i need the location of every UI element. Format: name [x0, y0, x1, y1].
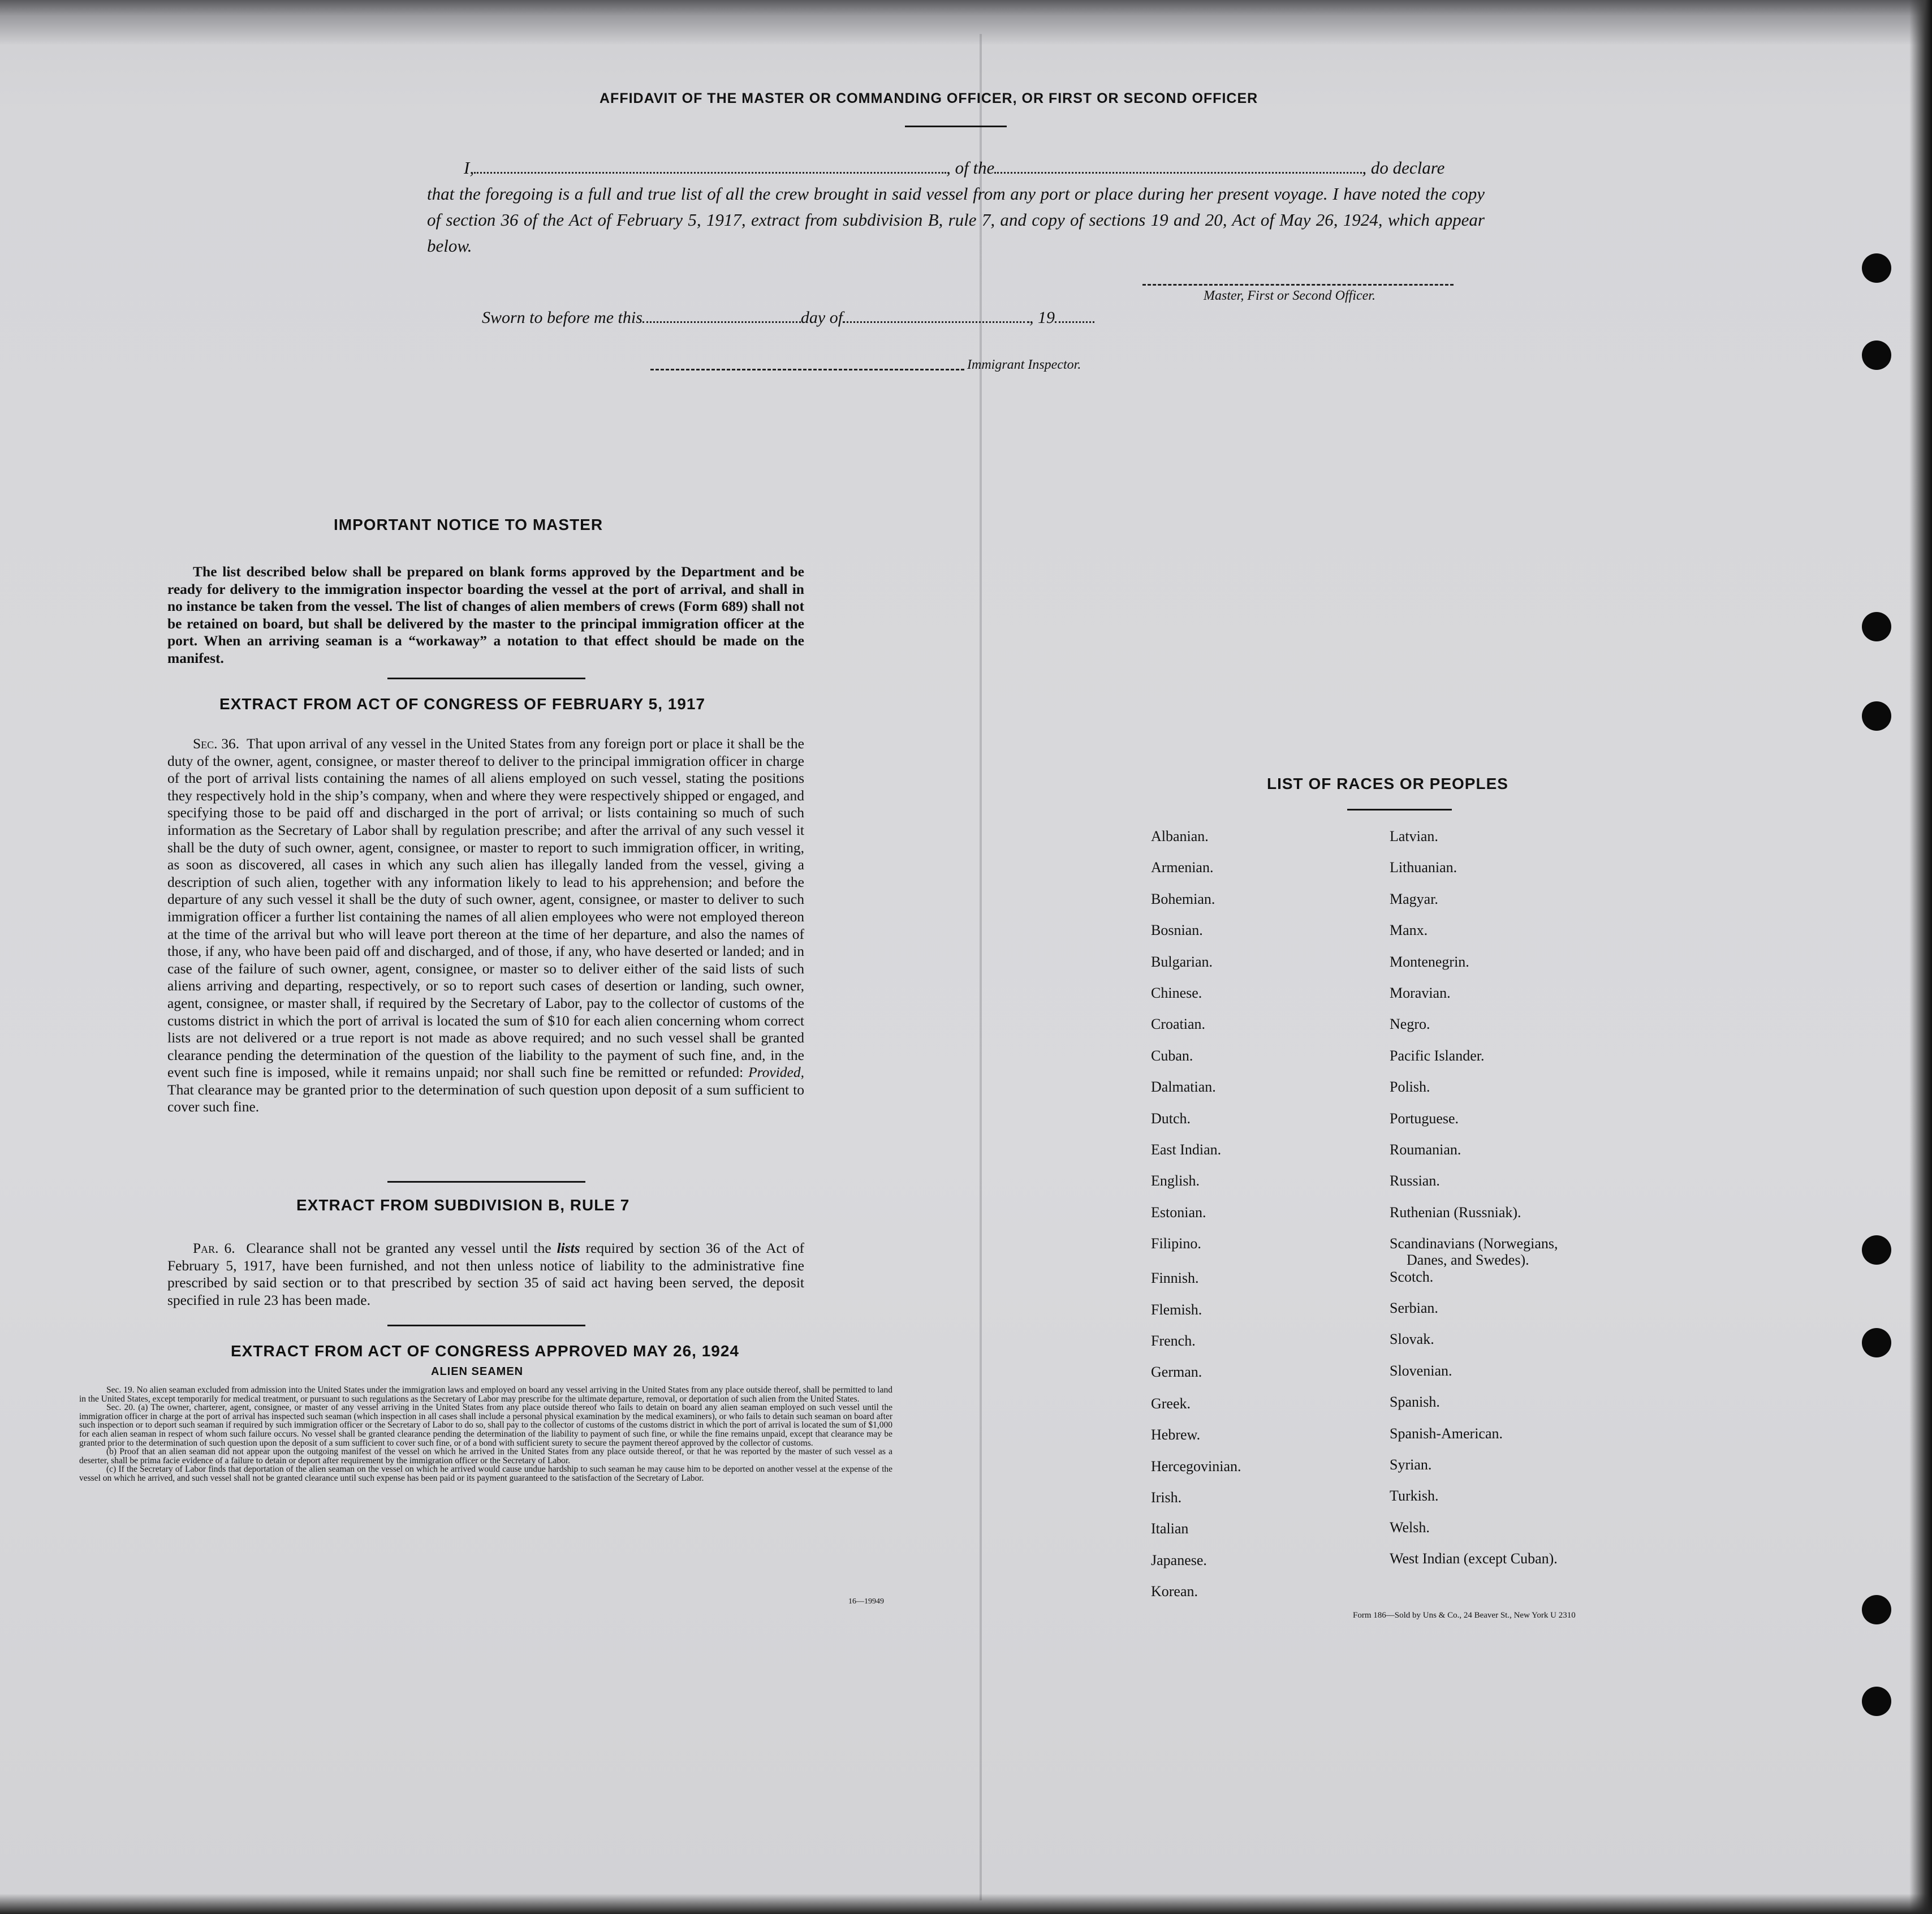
extract-rule — [387, 1181, 585, 1183]
race-item: East Indian. — [1151, 1141, 1222, 1158]
lists-word: lists — [557, 1240, 580, 1256]
scan-edge-right — [1909, 0, 1932, 1914]
sworn-month-field[interactable] — [843, 308, 1029, 323]
race-item: Irish. — [1151, 1489, 1182, 1506]
race-item: Finnish. — [1151, 1270, 1199, 1287]
form-sold-note: Form 186—Sold by Uns & Co., 24 Beaver St., New York U 2310 — [1353, 1611, 1576, 1620]
race-item: Albanian. — [1151, 828, 1209, 844]
sworn-line — [482, 308, 1094, 327]
race-item: Spanish-American. — [1390, 1425, 1503, 1442]
declaration-of-the: , of the — [946, 158, 995, 178]
master-signature-label: Master, First or Second Officer. — [1204, 288, 1375, 303]
race-item: West Indian (except Cuban). — [1390, 1550, 1558, 1567]
punch-hole — [1862, 1235, 1891, 1265]
notice-rule — [387, 678, 585, 679]
race-item: Bohemian. — [1151, 890, 1215, 907]
race-item: Welsh. — [1390, 1519, 1430, 1536]
rule7-text — [167, 1240, 804, 1309]
title-rule — [905, 126, 1007, 127]
inspector-label: Immigrant Inspector. — [967, 357, 1081, 372]
section-36-label: Sec. 36. — [193, 735, 240, 752]
race-item: Montenegrin. — [1390, 953, 1469, 970]
race-item: Syrian. — [1390, 1456, 1432, 1473]
punch-hole — [1862, 1595, 1891, 1624]
vessel-blank-field[interactable] — [994, 157, 1362, 174]
race-item: Korean. — [1151, 1583, 1198, 1600]
section-36-text: That upon arrival of any vessel in the United States from any foreign port or place it shall be the duty of the owner, agent, consignee, or master thereof to deliver to the principal immigration officer in charge of the port of arrival lists containing the names of all aliens employed on such vessel, stating the positions they respectively hold in the ship’s company, when and where they were respectively shipped or engaged, and specifying those to be paid off and discharged in the port of arrival; or lists containing so much of such information as the Secretary of Labor shall by regulation prescribe; and after the arrival of any such vessel it shall be the duty of such owner, agent, consignee, or master to report to such immigration officer, in writing, as soon as discovered, all cases in which any such alien has illegally landed from the vessel, giving a description of such alien, together with any information likely to lead to his apprehension; and before the departure of any such vessel it shall be the duty of such owner, agent, consignee, or master to deliver to such immigration officer a further list containing the names of all alien employees who were not employed thereon at the time of the arrival but who will leave port thereon at the time of her departure, and also the names of those, if any, who have been paid off and discharged, and of those, if any, who have deserted or landed; and in case of the failure of such owner, agent, consignee, or master so to deliver either of the said lists of such aliens arriving and departing, respectively, or so to report such cases of desertion or landing, such owner, agent, consignee, or master shall, if required by the Secretary of Labor, pay to the collector of customs of the customs district in which the port of arrival is located the sum of $10 for each alien concerning whom correct lists are not delivered or a true report is not made as above required; and no such vessel shall be granted clearance pending the determination of the question of the liability to the payment of such fine, and, in the event such fine is imposed, while it remains unpaid; nor shall such fine be remitted or refunded: — [167, 735, 804, 1081]
race-item: Scotch. — [1390, 1268, 1434, 1285]
race-item: Flemish. — [1151, 1301, 1202, 1318]
race-item: Negro. — [1390, 1016, 1430, 1033]
race-item: Hebrew. — [1151, 1426, 1201, 1443]
race-item: Roumanian. — [1390, 1141, 1461, 1158]
race-item: Slovenian. — [1390, 1362, 1452, 1379]
race-item: Croatian. — [1151, 1016, 1206, 1033]
rule7-rule — [387, 1325, 585, 1326]
sworn-day-of: day of — [800, 308, 843, 327]
punch-hole — [1862, 253, 1891, 283]
rule7-title: EXTRACT FROM SUBDIVISION B, RULE 7 — [296, 1196, 630, 1214]
punch-hole — [1862, 1687, 1891, 1716]
sec-20a-text: Sec. 20. (a) The owner, charterer, agent, consignee, or master of any vessel arriving in the United States from any place outside thereof who fails to detain on board any alien seaman employed on such vessel until the immigration officer in charge at the port of arrival has inspected such seaman (which inspection in all cases shall include a personal physical examination by the medical examiners), or who fails to detain such seaman on board after such inspection or to deport such seaman if required by such immigration officer or the Secretary of Labor to do so, shall pay to the collector of customs of the customs district in which the port of arrival is located the sum of $1,000 for each alien seaman in respect of whom such failure occurs. No vessel shall be granted clearance pending the determination of the liability to payment of such fine, or while the fine remains unpaid, except that clearance may be granted prior to the determination of such question upon the deposit of a sum sufficient to cover such fine, or of a bond with sufficient surety to secure the payment thereof approved by the collector of customs. — [79, 1403, 892, 1448]
declaration-text: that the foregoing is a full and true list of all the crew brought in said vessel from any port or place during her present voyage. I have noted the copy of section 36 of the Act of February 5, 1917, extract from subdivision B, rule 7, and copy of sections 19 and 20, Act of May 26, 1924, which appear below. — [427, 184, 1485, 256]
races-title: LIST OF RACES OR PEOPLES — [1267, 775, 1508, 792]
race-item: Bosnian. — [1151, 922, 1203, 939]
form-number: 16—19949 — [848, 1597, 884, 1606]
extract-1917-text — [167, 735, 804, 1116]
race-item: Cuban. — [1151, 1047, 1193, 1064]
rule7-text-b: required by section 36 of the Act of February 5, 1917, have been furnished, and not then unless notice of liability to the administrative fine prescribed by said section or to that prescribed by section 35 of said act having been served, the deposit specified in rule 23 has been made. — [167, 1240, 805, 1308]
race-item: Bulgarian. — [1151, 953, 1213, 970]
sec-20b-text: (b) Proof that an alien seaman did not appear upon the outgoing manifest of the vessel on which he arrived in the United States from any place outside thereof, or that he was reported by the master of such vessel as a deserter, shall be prima facie evidence of a failure to detain or deport after requirement by the immigration officer or the Secretary of Labor. — [79, 1447, 892, 1465]
sec-19-text: Sec. 19. No alien seaman excluded from admission into the United States under the immigration laws and employed on board any vessel arriving in the United States from any place outside thereof, shall be permitted to land in the United States, except temporarily for medical treatment, or pursuant to such regulations as the Secretary of Labor may prescribe for the ultimate departure, removal, or deportation of such alien from the United States. — [79, 1385, 892, 1404]
rule7-text-a: Clearance shall not be granted any vessel until the — [246, 1240, 551, 1256]
race-item: Chinese. — [1151, 985, 1202, 1001]
inspector-signature-line[interactable] — [650, 369, 964, 370]
race-item: Hercegovinian. — [1151, 1458, 1241, 1475]
race-item: Scandinavians (Norwegians, — [1390, 1235, 1558, 1252]
sec-20c-text: (c) If the Secretary of Labor finds that deportation of the alien seaman on the vessel on which he arrived would cause undue hardship to such seaman he may cause him to be deported on another vessel at the expense of the vessel on which he arrived, and such vessel shall not be granted clearance until such expense has been paid or its payment guaranteed to the satisfaction of the Secretary of Labor. — [79, 1464, 892, 1483]
race-item: German. — [1151, 1364, 1202, 1381]
race-item: Slovak. — [1390, 1331, 1434, 1348]
punch-hole — [1862, 612, 1891, 641]
provided-word: Provided, — [748, 1064, 804, 1081]
punch-hole — [1862, 1328, 1891, 1357]
race-item: Polish. — [1390, 1079, 1430, 1096]
race-item: Ruthenian (Russniak). — [1390, 1204, 1521, 1221]
declaration-i: I, — [464, 158, 475, 178]
extract-1924-title: EXTRACT FROM ACT OF CONGRESS APPROVED MAY 26, 1924 — [231, 1342, 739, 1360]
par-6-label: Par. 6. — [193, 1240, 235, 1256]
sworn-year: , 19 — [1029, 308, 1055, 327]
punch-hole — [1862, 340, 1891, 370]
extract-1924-text — [79, 1386, 892, 1483]
race-item: English. — [1151, 1172, 1200, 1189]
race-item: Spanish. — [1390, 1394, 1440, 1411]
sworn-text: Sworn to before me this — [482, 308, 642, 327]
notice-title: IMPORTANT NOTICE TO MASTER — [334, 516, 603, 533]
master-signature-line[interactable] — [1142, 284, 1454, 286]
scan-shadow-top — [0, 0, 1932, 45]
affidavit-declaration — [427, 155, 1485, 259]
sworn-year-field[interactable] — [1055, 308, 1094, 323]
declaration-do-declare: , do declare — [1362, 158, 1445, 178]
scan-edge-bottom — [0, 1894, 1932, 1914]
race-item: Lithuanian. — [1390, 859, 1457, 876]
sworn-day-field[interactable] — [642, 308, 801, 323]
alien-seamen-subtitle: ALIEN SEAMEN — [431, 1365, 524, 1378]
race-item: Latvian. — [1390, 828, 1438, 844]
punch-hole — [1862, 701, 1891, 731]
section-36-text-end: That clearance may be granted prior to the determination of such question upon deposit of a sum sufficient to cover such fine. — [167, 1081, 804, 1115]
race-item: Greek. — [1151, 1395, 1191, 1412]
race-item: Dalmatian. — [1151, 1079, 1216, 1096]
race-item: Manx. — [1390, 922, 1428, 939]
race-item: Danes, and Swedes). — [1407, 1252, 1529, 1269]
race-item: Moravian. — [1390, 985, 1451, 1001]
extract-1917-title: EXTRACT FROM ACT OF CONGRESS OF FEBRUARY 5, 1917 — [219, 695, 706, 713]
race-item: Portuguese. — [1390, 1110, 1459, 1127]
affidavit-title: AFFIDAVIT OF THE MASTER OR COMMANDING OFFICER, OR FIRST OR SECOND OFFICER — [600, 90, 1258, 106]
race-item: Armenian. — [1151, 859, 1214, 876]
race-item: Dutch. — [1151, 1110, 1191, 1127]
notice-text: The list described below shall be prepared on blank forms approved by the Department and be ready for delivery to the immigration inspector boarding the vessel at the port of arrival, and shall in no instance be taken from the vessel. The list of changes of alien members of crews (Form 689) shall not be retained on board, but shall be delivered by the master to the principal immigration officer at the port. When an arriving seaman is a “workaway” a notation to that effect should be made on the manifest. — [167, 563, 804, 666]
declaration-line-1 — [427, 155, 1485, 181]
name-blank-field[interactable] — [474, 157, 946, 174]
race-item: Estonian. — [1151, 1204, 1206, 1221]
race-item: French. — [1151, 1332, 1196, 1349]
race-item: Magyar. — [1390, 890, 1438, 907]
race-item: Turkish. — [1390, 1488, 1439, 1505]
races-rule — [1347, 809, 1452, 811]
race-item: Italian — [1151, 1520, 1189, 1537]
race-item: Serbian. — [1390, 1300, 1438, 1316]
race-item: Russian. — [1390, 1172, 1440, 1189]
race-item: Japanese. — [1151, 1551, 1207, 1568]
race-item: Pacific Islander. — [1390, 1047, 1485, 1064]
race-item: Filipino. — [1151, 1235, 1201, 1252]
